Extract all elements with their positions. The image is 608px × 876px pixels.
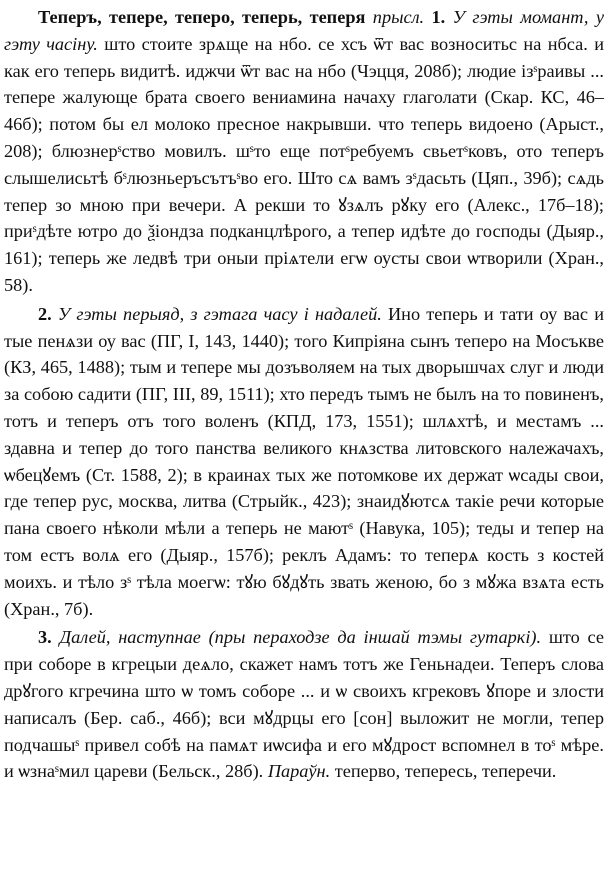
parallels-label: Параўн.	[267, 761, 331, 782]
sense-1-paragraph	[4, 4, 604, 299]
part-of-speech: прысл.	[372, 7, 425, 27]
sense-gloss: У гэты перыяд, з гэтага часу і надалей.	[57, 303, 382, 324]
dictionary-entry	[4, 4, 604, 785]
sense-3-paragraph	[4, 624, 604, 785]
parallels-list: теперво, тепересь, теперечи.	[334, 761, 557, 782]
sense-number: 3.	[38, 627, 52, 648]
sense-citations: што стоите зрѧще на нбо. се хсъ ѿт вас возноситьс на нбса. и как его теперь видитѣ. иджчи ѿт вас на нбо (Чэцця, 208б); людие ізˢраивы ... тепере жалующе брата своего вениамина начаху глаголати (Скар. КС, 46–46б); потом бы ел молоко пресное накрывши. что теперь видоено (Арыст., 208); блюзнерˢство мовилъ. шˢто еще потˢребуемъ свьетˢковъ, ото теперъ слышелисьтѣ бˢлюзньеръсътъˢво его. Што сѧ вамъ зˢдасьть (Цяп., 39б); сѧдь тепер зо мною при вечери. А рекши то ꙋзѧлъ рꙋку его (Алекс., 17б–18); приˢдѣте ютро до ѯіондза подканцлѣрого, а тепер идѣте до господы (Дыяр., 161); теперь же ледвѣ три оныи пріѧтели егѡ оусты свои ѡтворили (Хран., 58).	[4, 33, 604, 295]
sense-gloss: У гэты момант, у гэту часіну.	[4, 7, 605, 54]
sense-number: 2.	[38, 303, 52, 324]
sense-number: 1.	[431, 7, 446, 27]
headword: Теперъ, тепере, теперо, теперь, теперя	[38, 7, 366, 27]
sense-citations: Ино теперь и тати оу вас и тые пенѧзи оу вас (ПГ, I, 143, 1440); того Кипріяна сынъ теперо на Мосъкве (КЗ, 465, 1488); тым и тепере мы дозъволяем на тых дворышчах слуг и люди за собою садити (ПГ, III, 89, 1511); хто передъ тымъ не былъ на то повиненъ, тотъ и теперъ отъ того воленъ (КПД, 173, 1551); шлѧхтѣ, и местамъ ... здавна и тепер до того панства великого кнѧзства литовского належачахъ, ѡбецꙋемъ (Ст. 1588, 2); в краинах тых же потомкове их держат ѡсады свои, где тепер рус, москва, литва (Стрыйк., 423); знаидꙋютсѧ такіе речи которые пана своего нѣколи мѣли а теперь не маютˢ (Навука, 105); теды и тепер на том естъ волѧ его (Дыяр., 157б); реклъ Адамъ: то теперѧ кость з костей моихъ. и тѣло зˢ тѣла моегѡ: тꙋю бꙋдꙋть звать женою, бо з мꙋжа взѧта есть (Хран., 7б).	[4, 303, 604, 619]
sense-gloss: Далей, наступнае (пры пераходзе да іншай тэмы гутаркі).	[59, 627, 542, 648]
sense-2-paragraph	[4, 301, 604, 623]
sense-citations: што се при соборе в кгрецыи деѧло, скажет намъ тотъ же Геньнадеи. Теперъ слова дрꙋгого кгречина што ѡ томъ соборе ... и ѡ своихъ кгрековъ ꙋпоре и злости написалъ (Бер. саб., 46б); вси мꙋдрцы его [сон] выложит не могли, тепер подчашыˢ привел собѣ на памѧт иѡсифа и его мꙋдрост вспомнел в тоˢ мѣре. и ѡзнаˢмил цареви (Бельск., 28б).	[4, 627, 604, 782]
